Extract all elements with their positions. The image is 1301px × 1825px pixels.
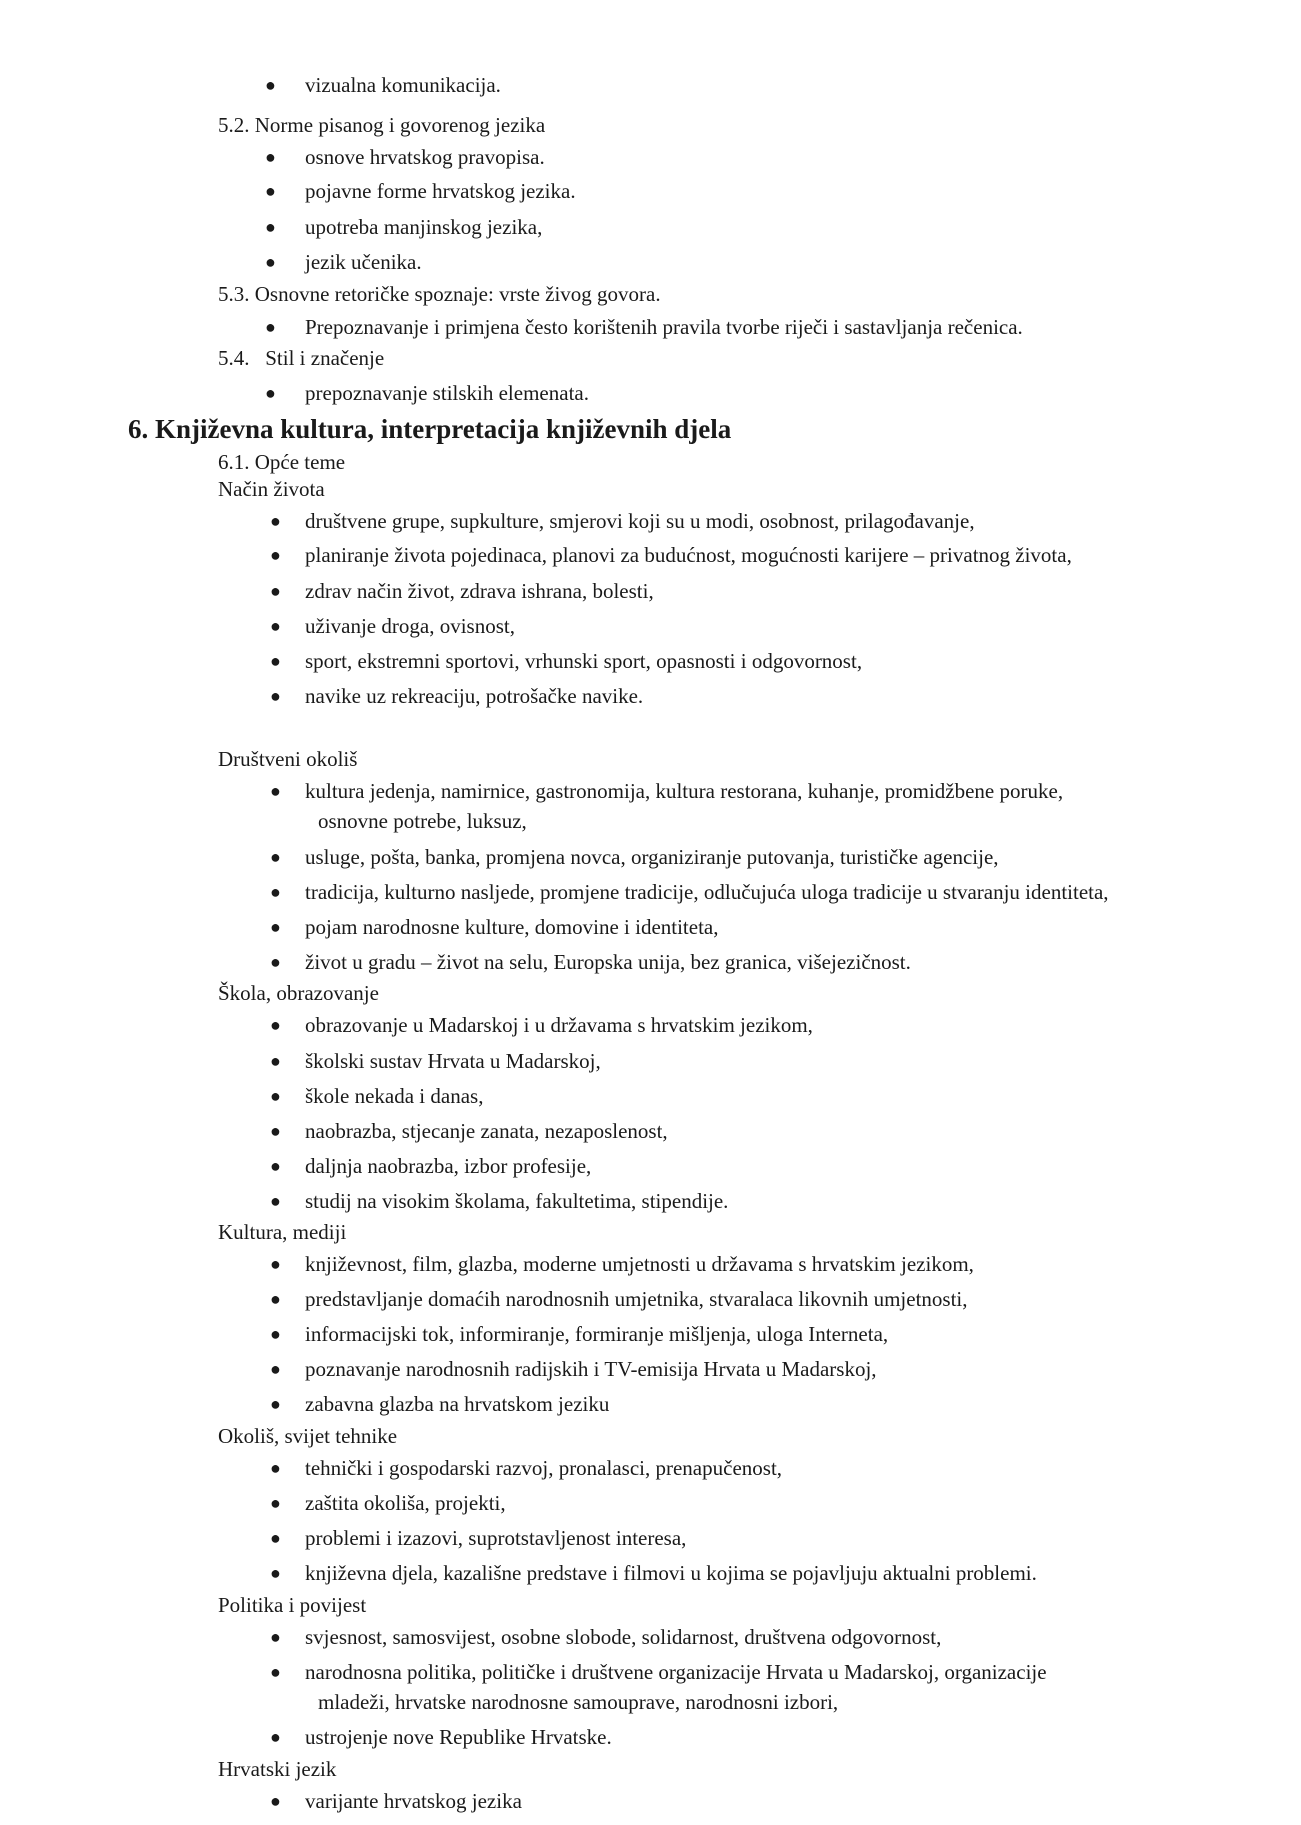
list-item: poznavanje narodnosnih radijskih i TV-emisija Hrvata u Madarskoj, [305,1357,877,1381]
list-item: osnove hrvatskog pravopisa. [305,145,545,169]
topic-title-kultura-mediji: Kultura, mediji [218,1220,347,1244]
topic-title-drustveni-okolis: Društveni okoliš [218,747,358,771]
list-item: informacijski tok, informiranje, formiranje mišljenja, uloga Interneta, [305,1322,889,1346]
list-item: Prepoznavanje i primjena često korištenih pravila tvorbe riječi i sastavljanja rečenica. [305,315,1023,339]
bullet-dot: ● [270,1563,281,1583]
bullet-dot: ● [270,882,281,902]
bullet-dot: ● [270,1528,281,1548]
bullet-dot: ● [270,1791,281,1811]
bullet-dot: ● [270,1458,281,1478]
bullet-dot: ● [265,317,276,337]
list-item: navike uz rekreaciju, potrošačke navike. [305,684,644,708]
list-item: upotreba manjinskog jezika, [305,215,543,239]
topic-title-hrvatski-jezik: Hrvatski jezik [218,1757,337,1781]
list-item: pojavne forme hrvatskog jezika. [305,179,576,203]
list-item: uživanje droga, ovisnost, [305,614,515,638]
list-item: pojam narodnosne kulture, domovine i identiteta, [305,915,719,939]
bullet-dot: ● [270,1015,281,1035]
list-item: kultura jedenja, namirnice, gastronomija, kultura restorana, kuhanje, promidžbene poruke, [305,779,1064,803]
bullet-dot: ● [270,1493,281,1513]
list-item: daljnja naobrazba, izbor profesije, [305,1154,592,1178]
list-item: vizualna komunikacija. [305,73,501,97]
bullet-dot: ● [270,1662,281,1682]
list-item: usluge, pošta, banka, promjena novca, organiziranje putovanja, turističke agencije, [305,845,999,869]
bullet-dot: ● [270,1359,281,1379]
bullet-dot: ● [265,181,276,201]
bullet-dot: ● [270,686,281,706]
bullet-dot: ● [270,1086,281,1106]
bullet-dot: ● [270,1051,281,1071]
bullet-dot: ● [265,383,276,403]
list-item: školski sustav Hrvata u Madarskoj, [305,1049,601,1073]
list-item: ustrojenje nove Republike Hrvatske. [305,1725,612,1749]
subsection-title-5-4: 5.4. Stil i značenje [218,346,385,370]
section-heading-6: 6. Književna kultura, interpretacija književnih djela [128,414,732,444]
bullet-dot: ● [270,651,281,671]
bullet-dot: ● [270,1324,281,1344]
list-item: tradicija, kulturno nasljede, promjene tradicije, odlučujuća uloga tradicije u stvaranju identiteta, [305,880,1109,904]
list-item: zdrav način život, zdrava ishrana, bolesti, [305,579,654,603]
list-item: prepoznavanje stilskih elemenata. [305,381,589,405]
bullet-dot: ● [270,1156,281,1176]
list-item: sport, ekstremni sportovi, vrhunski sport, opasnosti i odgovornost, [305,649,863,673]
subsection-title-6-1: 6.1. Opće teme [218,450,346,474]
bullet-dot: ● [270,917,281,937]
bullet-dot: ● [265,147,276,167]
list-item: tehnički i gospodarski razvoj, pronalasci, prenapučenost, [305,1456,783,1480]
bullet-dot: ● [265,252,276,272]
list-item: naobrazba, stjecanje zanata, nezaposlenost, [305,1119,668,1143]
bullet-dot: ● [270,1289,281,1309]
list-item: škole nekada i danas, [305,1084,484,1108]
bullet-dot: ● [270,952,281,972]
list-item-continuation: osnovne potrebe, luksuz, [318,809,527,833]
list-item: život u gradu – život na selu, Europska unija, bez granica, višejezičnost. [305,950,911,974]
subsection-title-5-3: 5.3. Osnovne retoričke spoznaje: vrste živog govora. [218,282,661,306]
bullet-dot: ● [270,1394,281,1414]
bullet-dot: ● [270,511,281,531]
list-item: zaštita okoliša, projekti, [305,1491,506,1515]
list-item: jezik učenika. [305,250,422,274]
topic-title-politika-povijest: Politika i povijest [218,1593,367,1617]
bullet-dot: ● [270,1121,281,1141]
list-item-continuation: mladeži, hrvatske narodnosne samouprave, narodnosni izbori, [318,1690,839,1714]
topic-title-skola: Škola, obrazovanje [218,981,379,1005]
list-item: književnost, film, glazba, moderne umjetnosti u državama s hrvatskim jezikom, [305,1252,974,1276]
list-item: planiranje života pojedinaca, planovi za budućnost, mogućnosti karijere – privatnog života, [305,543,1072,567]
bullet-dot: ● [265,217,276,237]
topic-title-nacin-zivota: Način života [218,477,325,501]
bullet-dot: ● [270,847,281,867]
list-item: studij na visokim školama, fakultetima, stipendije. [305,1189,729,1213]
bullet-dot: ● [270,581,281,601]
bullet-dot: ● [270,1254,281,1274]
list-item: zabavna glazba na hrvatskom jeziku [305,1392,610,1416]
bullet-dot: ● [270,616,281,636]
bullet-dot: ● [270,1727,281,1747]
list-item: književna djela, kazališne predstave i filmovi u kojima se pojavljuju aktualni problemi. [305,1561,1037,1585]
list-item: svjesnost, samosvijest, osobne slobode, solidarnost, društvena odgovornost, [305,1625,942,1649]
bullet-dot: ● [270,1191,281,1211]
list-item: društvene grupe, supkulture, smjerovi koji su u modi, osobnost, prilagođavanje, [305,509,975,533]
list-item: narodnosna politika, političke i društvene organizacije Hrvata u Madarskoj, organizacije [305,1660,1047,1684]
bullet-dot: ● [265,75,276,95]
list-item: predstavljanje domaćih narodnosnih umjetnika, stvaralaca likovnih umjetnosti, [305,1287,968,1311]
list-item: obrazovanje u Madarskoj i u državama s hrvatskim jezikom, [305,1013,813,1037]
topic-title-okolis-tehnika: Okoliš, svijet tehnike [218,1424,398,1448]
bullet-dot: ● [270,545,281,565]
bullet-dot: ● [270,1627,281,1647]
list-item: varijante hrvatskog jezika [305,1789,522,1813]
list-item: problemi i izazovi, suprotstavljenost interesa, [305,1526,687,1550]
subsection-title-5-2: 5.2. Norme pisanog i govorenog jezika [218,113,546,137]
bullet-dot: ● [270,781,281,801]
